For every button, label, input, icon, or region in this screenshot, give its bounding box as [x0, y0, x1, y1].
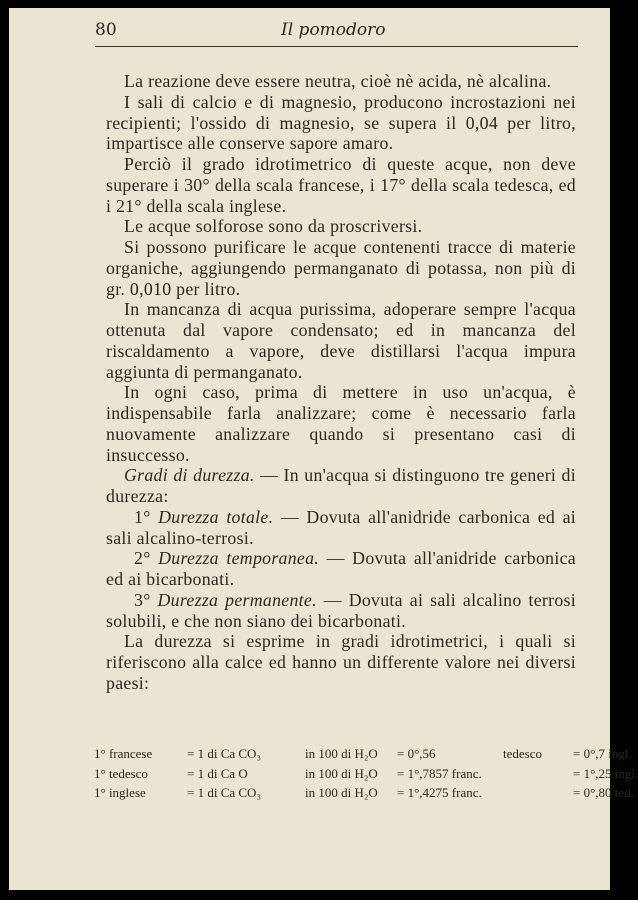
- durezza-text: — Dovuta all'anidride carbonica ed ai bicarbonati.: [106, 548, 576, 589]
- durezza-term: Durezza permanente.: [157, 589, 317, 610]
- grade-value-1: = 0°,56: [397, 746, 436, 761]
- grade-definition: = 1 di Ca CO₃: [187, 785, 261, 800]
- formula-row: [94, 744, 638, 764]
- paragraph: La reazione deve essere neutra, cioè nè acida, nè alcalina.: [124, 71, 552, 91]
- paragraph: In ogni caso, prima di mettere in uso un'acqua, è indispensabile farla analizzare; come è necessario farla nuovamente analizzare quando si presentano casi di insuccesso.: [106, 382, 576, 465]
- paragraph: In mancanza di acqua purissima, adoperare sempre l'acqua ottenuta dal vapore condensato; ed in mancanza del riscaldamento a vapore, deve distillarsi l'acqua impura aggiunta di permanganato.: [106, 299, 576, 382]
- grade-name: 1° tedesco: [94, 765, 148, 781]
- formula-table: [94, 744, 638, 803]
- grade-value-1: = 1°,4275 franc.: [397, 785, 482, 800]
- paragraph: Si possono purificare le acque contenenti tracce di materie organiche, aggiungendo permanganato di potassa, non più di gr. 0,010 per litro.: [106, 237, 576, 299]
- paragraph: La durezza si esprime in gradi idrotimetrici, i quali si riferiscono alla calce ed hanno un differente valore nei diversi paesi:: [106, 631, 576, 693]
- book-page: [9, 8, 638, 890]
- durezza-term: Durezza temporanea.: [158, 548, 320, 569]
- formula-row: [94, 783, 638, 803]
- durezza-num: 1°: [134, 506, 151, 527]
- durezza-item: [106, 548, 576, 590]
- grade-definition: = 1 di Ca CO₃: [187, 746, 261, 761]
- formula-row: [94, 764, 638, 784]
- paragraph: Le acque solforose sono da proscriversi.: [124, 216, 423, 237]
- durezza-item: [106, 507, 576, 549]
- grade-definition: = 1 di Ca O: [187, 765, 248, 781]
- page-header: [95, 20, 578, 47]
- durezza-text: — Dovuta ai sali alcalino terrosi solubili, e che non siano dei bicarbonati.: [106, 589, 576, 631]
- grade-name: 1° inglese: [94, 785, 146, 800]
- grade-base: in 100 di H₂O: [305, 765, 378, 781]
- grade-value-2: = 0°,80 ted.: [573, 785, 634, 800]
- grade-value-1: = 1°,7857 franc.: [397, 765, 482, 781]
- gradi-paragraph: [106, 465, 576, 507]
- grade-name-2: tedesco: [503, 746, 542, 761]
- paragraph: Perciò il grado idrotimetrico di queste acque, non deve superare i 30° della scala francese, i 17° della scala tedesca, ed i 21° della scala inglese.: [106, 154, 576, 216]
- grade-value-2: = 1°,25 ingl.: [573, 765, 638, 781]
- grade-base: in 100 di H₂O: [305, 746, 378, 761]
- durezza-num: 3°: [134, 589, 151, 610]
- running-title: Il pomodoro: [281, 20, 386, 40]
- durezza-num: 2°: [134, 548, 151, 569]
- paragraph: I sali di calcio e di magnesio, producono incrostazioni nei recipienti; l'ossido di magnesio, se supera il 0,04 per litro, impartisce alle conserve sapore amaro.: [106, 91, 576, 154]
- durezza-item: [106, 590, 576, 632]
- durezza-term: Durezza totale.: [158, 506, 274, 527]
- grade-base: in 100 di H₂O: [305, 785, 378, 800]
- gradi-text: — In un'acqua si distinguono tre generi di durezza:: [106, 465, 576, 506]
- page-number: 80: [95, 20, 117, 40]
- body-text: [106, 71, 576, 694]
- grade-value-2: = 0°,7 ingl.: [573, 746, 632, 761]
- gradi-heading: Gradi di durezza.: [124, 465, 255, 486]
- durezza-text: — Dovuta all'anidride carbonica ed ai sali alcalino-terrosi.: [106, 506, 576, 548]
- grade-name: 1° francese: [94, 746, 153, 761]
